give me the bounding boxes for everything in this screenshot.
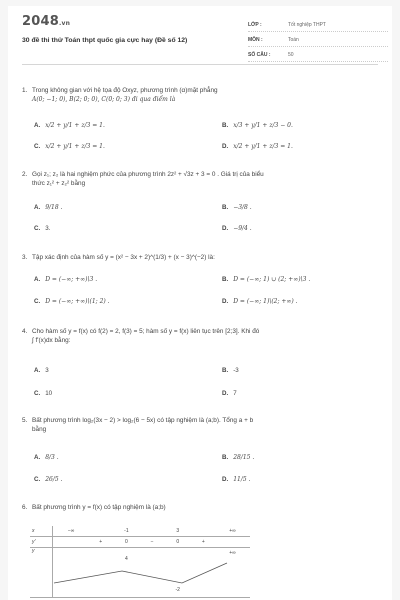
option-text: D = (−∞; +∞)\3 . xyxy=(45,276,98,283)
table-cell: 0 xyxy=(164,537,192,548)
meta-class xyxy=(248,19,388,32)
logo-suffix: .vn xyxy=(58,20,71,27)
option-a[interactable] xyxy=(34,454,59,461)
meta-key: LỚP : xyxy=(248,22,262,28)
option-c[interactable] xyxy=(34,298,110,305)
option-label: C. xyxy=(34,390,41,397)
option-text: x/2 + y/1 + z/3 = 1. xyxy=(45,143,105,150)
question-line: Trong không gian với hệ tọa độ Oxyz, phương trình (α)mặt phẳng xyxy=(32,87,218,94)
question-text xyxy=(32,170,372,188)
table-cell: -2 xyxy=(164,548,192,598)
question-text xyxy=(32,86,372,104)
question-text xyxy=(32,253,372,262)
option-label: C. xyxy=(34,476,41,483)
option-text: 8/3 . xyxy=(45,454,59,461)
table-cell xyxy=(53,537,90,548)
question-line: ∫ f'(x)dx bằng: xyxy=(32,337,71,344)
variation-curve xyxy=(54,563,227,583)
option-label: B. xyxy=(222,204,229,211)
question-text xyxy=(32,503,372,512)
header-divider xyxy=(22,64,378,65)
table-cell: + xyxy=(89,537,112,548)
option-label: A. xyxy=(34,454,41,461)
option-text: 3 xyxy=(45,367,49,374)
option-label: D. xyxy=(222,143,229,150)
option-text: 11/5 . xyxy=(233,476,251,483)
table-cell: -1 xyxy=(112,526,140,537)
table-cell: + xyxy=(192,537,215,548)
option-a[interactable] xyxy=(34,367,49,374)
logo-main: 2048 xyxy=(22,14,59,29)
question-number: 6. xyxy=(22,504,28,511)
option-label: B. xyxy=(222,454,229,461)
exam-title: 30 đề thi thử Toán thpt quốc gia cực hay (Đề số 12) xyxy=(22,37,188,44)
table-cell xyxy=(89,526,112,537)
question-line: Gọi z₁; z₂ là hai nghiệm phức của phương trình 2z² + √3z + 3 = 0 . Giá trị của biểu xyxy=(32,171,264,178)
option-text: −3/8 . xyxy=(233,204,252,211)
option-label: D. xyxy=(222,225,229,232)
question-number: 4. xyxy=(22,328,28,335)
option-text: 26/5 . xyxy=(45,476,63,483)
option-label: C. xyxy=(34,225,41,232)
question-line: thức z₁² + z₂² bằng xyxy=(32,180,86,187)
option-b[interactable] xyxy=(222,454,254,461)
question-text xyxy=(32,416,372,434)
option-a[interactable] xyxy=(34,122,105,129)
table-row xyxy=(30,526,250,537)
table-cell xyxy=(215,537,250,548)
table-cell: 0 xyxy=(112,537,140,548)
option-text: 9/18 . xyxy=(45,204,63,211)
question-text xyxy=(32,327,372,345)
table-cell: 3 xyxy=(164,526,192,537)
option-label: B. xyxy=(222,276,229,283)
table-cell: − xyxy=(141,537,164,548)
question-line: A(0; −1; 0), B(2; 0; 0), C(0; 0; 3) đi qua điểm là xyxy=(32,96,176,103)
option-label: A. xyxy=(34,122,41,129)
option-text: 3. xyxy=(45,225,51,232)
option-d[interactable] xyxy=(222,143,293,150)
exam-meta xyxy=(248,19,388,64)
table-cell xyxy=(192,526,215,537)
question-line: Bất phương trình log₂(3x − 2) > log₂(6 − 5x) có tập nghiệm là (a;b). Tổng a + b xyxy=(32,417,254,424)
row-head: y' xyxy=(30,537,53,548)
option-text: D = (−∞; 1)\(2; +∞) . xyxy=(233,298,298,305)
option-label: A. xyxy=(34,204,41,211)
meta-key: MÔN : xyxy=(248,37,263,43)
option-b[interactable] xyxy=(222,122,293,129)
table-cell: +∞ xyxy=(215,548,250,598)
option-d[interactable] xyxy=(222,225,252,232)
table-cell: +∞ xyxy=(215,526,250,537)
option-a[interactable] xyxy=(34,204,62,211)
exam-page xyxy=(8,6,392,600)
question-number: 3. xyxy=(22,254,28,261)
meta-value: 50 xyxy=(288,52,294,58)
option-text: −9/4 . xyxy=(233,225,252,232)
table-row xyxy=(30,537,250,548)
option-text: 28/15 . xyxy=(233,454,255,461)
question-number: 2. xyxy=(22,171,28,178)
table-cell xyxy=(141,526,164,537)
option-label: A. xyxy=(34,367,41,374)
meta-value: Toán xyxy=(288,37,299,43)
option-label: D. xyxy=(222,390,229,397)
option-b[interactable] xyxy=(222,204,252,211)
option-c[interactable] xyxy=(34,143,105,150)
option-b[interactable] xyxy=(222,367,239,374)
option-text: 7 xyxy=(233,390,237,397)
table-cell: 4 xyxy=(112,548,140,598)
meta-key: SỐ CÂU : xyxy=(248,52,271,58)
option-text: x/2 + y/1 + z/3 = 1. xyxy=(45,122,105,129)
option-text: -3 xyxy=(233,367,239,374)
question-line: bằng xyxy=(32,426,47,433)
meta-count xyxy=(248,49,388,62)
option-d[interactable] xyxy=(222,476,250,483)
option-d[interactable] xyxy=(222,390,237,397)
question-line: Bất phương trình y = f(x) có tập nghiệm là (a;b) xyxy=(32,504,166,511)
option-label: D. xyxy=(222,298,229,305)
site-logo[interactable] xyxy=(22,14,70,29)
option-d[interactable] xyxy=(222,298,298,305)
option-label: B. xyxy=(222,367,229,374)
table-cell: −∞ xyxy=(53,526,90,537)
option-label: C. xyxy=(34,298,41,305)
option-c[interactable] xyxy=(34,476,62,483)
option-a[interactable] xyxy=(34,276,97,283)
option-label: A. xyxy=(34,276,41,283)
option-label: B. xyxy=(222,122,229,129)
option-text: D = (−∞; 1) ∪ (2; +∞)\3 . xyxy=(233,276,311,283)
option-c[interactable] xyxy=(34,225,50,232)
option-text: x/2 + y/1 + z/3 = 1. xyxy=(233,143,293,150)
question-line: Cho hàm số y = f(x) có f(2) = 2, f(3) = 5; hàm số y = f(x) liên tục trên [2;3]. Khi đó xyxy=(32,328,260,335)
option-b[interactable] xyxy=(222,276,310,283)
row-head: y xyxy=(30,548,53,598)
option-text: x/3 + y/1 + z/3 − 0. xyxy=(233,122,293,129)
option-text: D = (−∞; +∞)\(1; 2) . xyxy=(45,298,110,305)
row-head: x xyxy=(30,526,53,537)
option-label: D. xyxy=(222,476,229,483)
option-text: 10 xyxy=(45,390,53,397)
meta-value: Tốt nghiệp THPT xyxy=(288,22,326,28)
option-label: C. xyxy=(34,143,41,150)
question-number: 1. xyxy=(22,87,28,94)
option-c[interactable] xyxy=(34,390,52,397)
variation-arrows xyxy=(52,559,232,589)
question-number: 5. xyxy=(22,417,28,424)
meta-subject xyxy=(248,34,388,47)
question-line: Tập xác định của hàm số y = (x² − 3x + 2)^(1/3) + (x − 3)^(−2) là: xyxy=(32,254,215,261)
